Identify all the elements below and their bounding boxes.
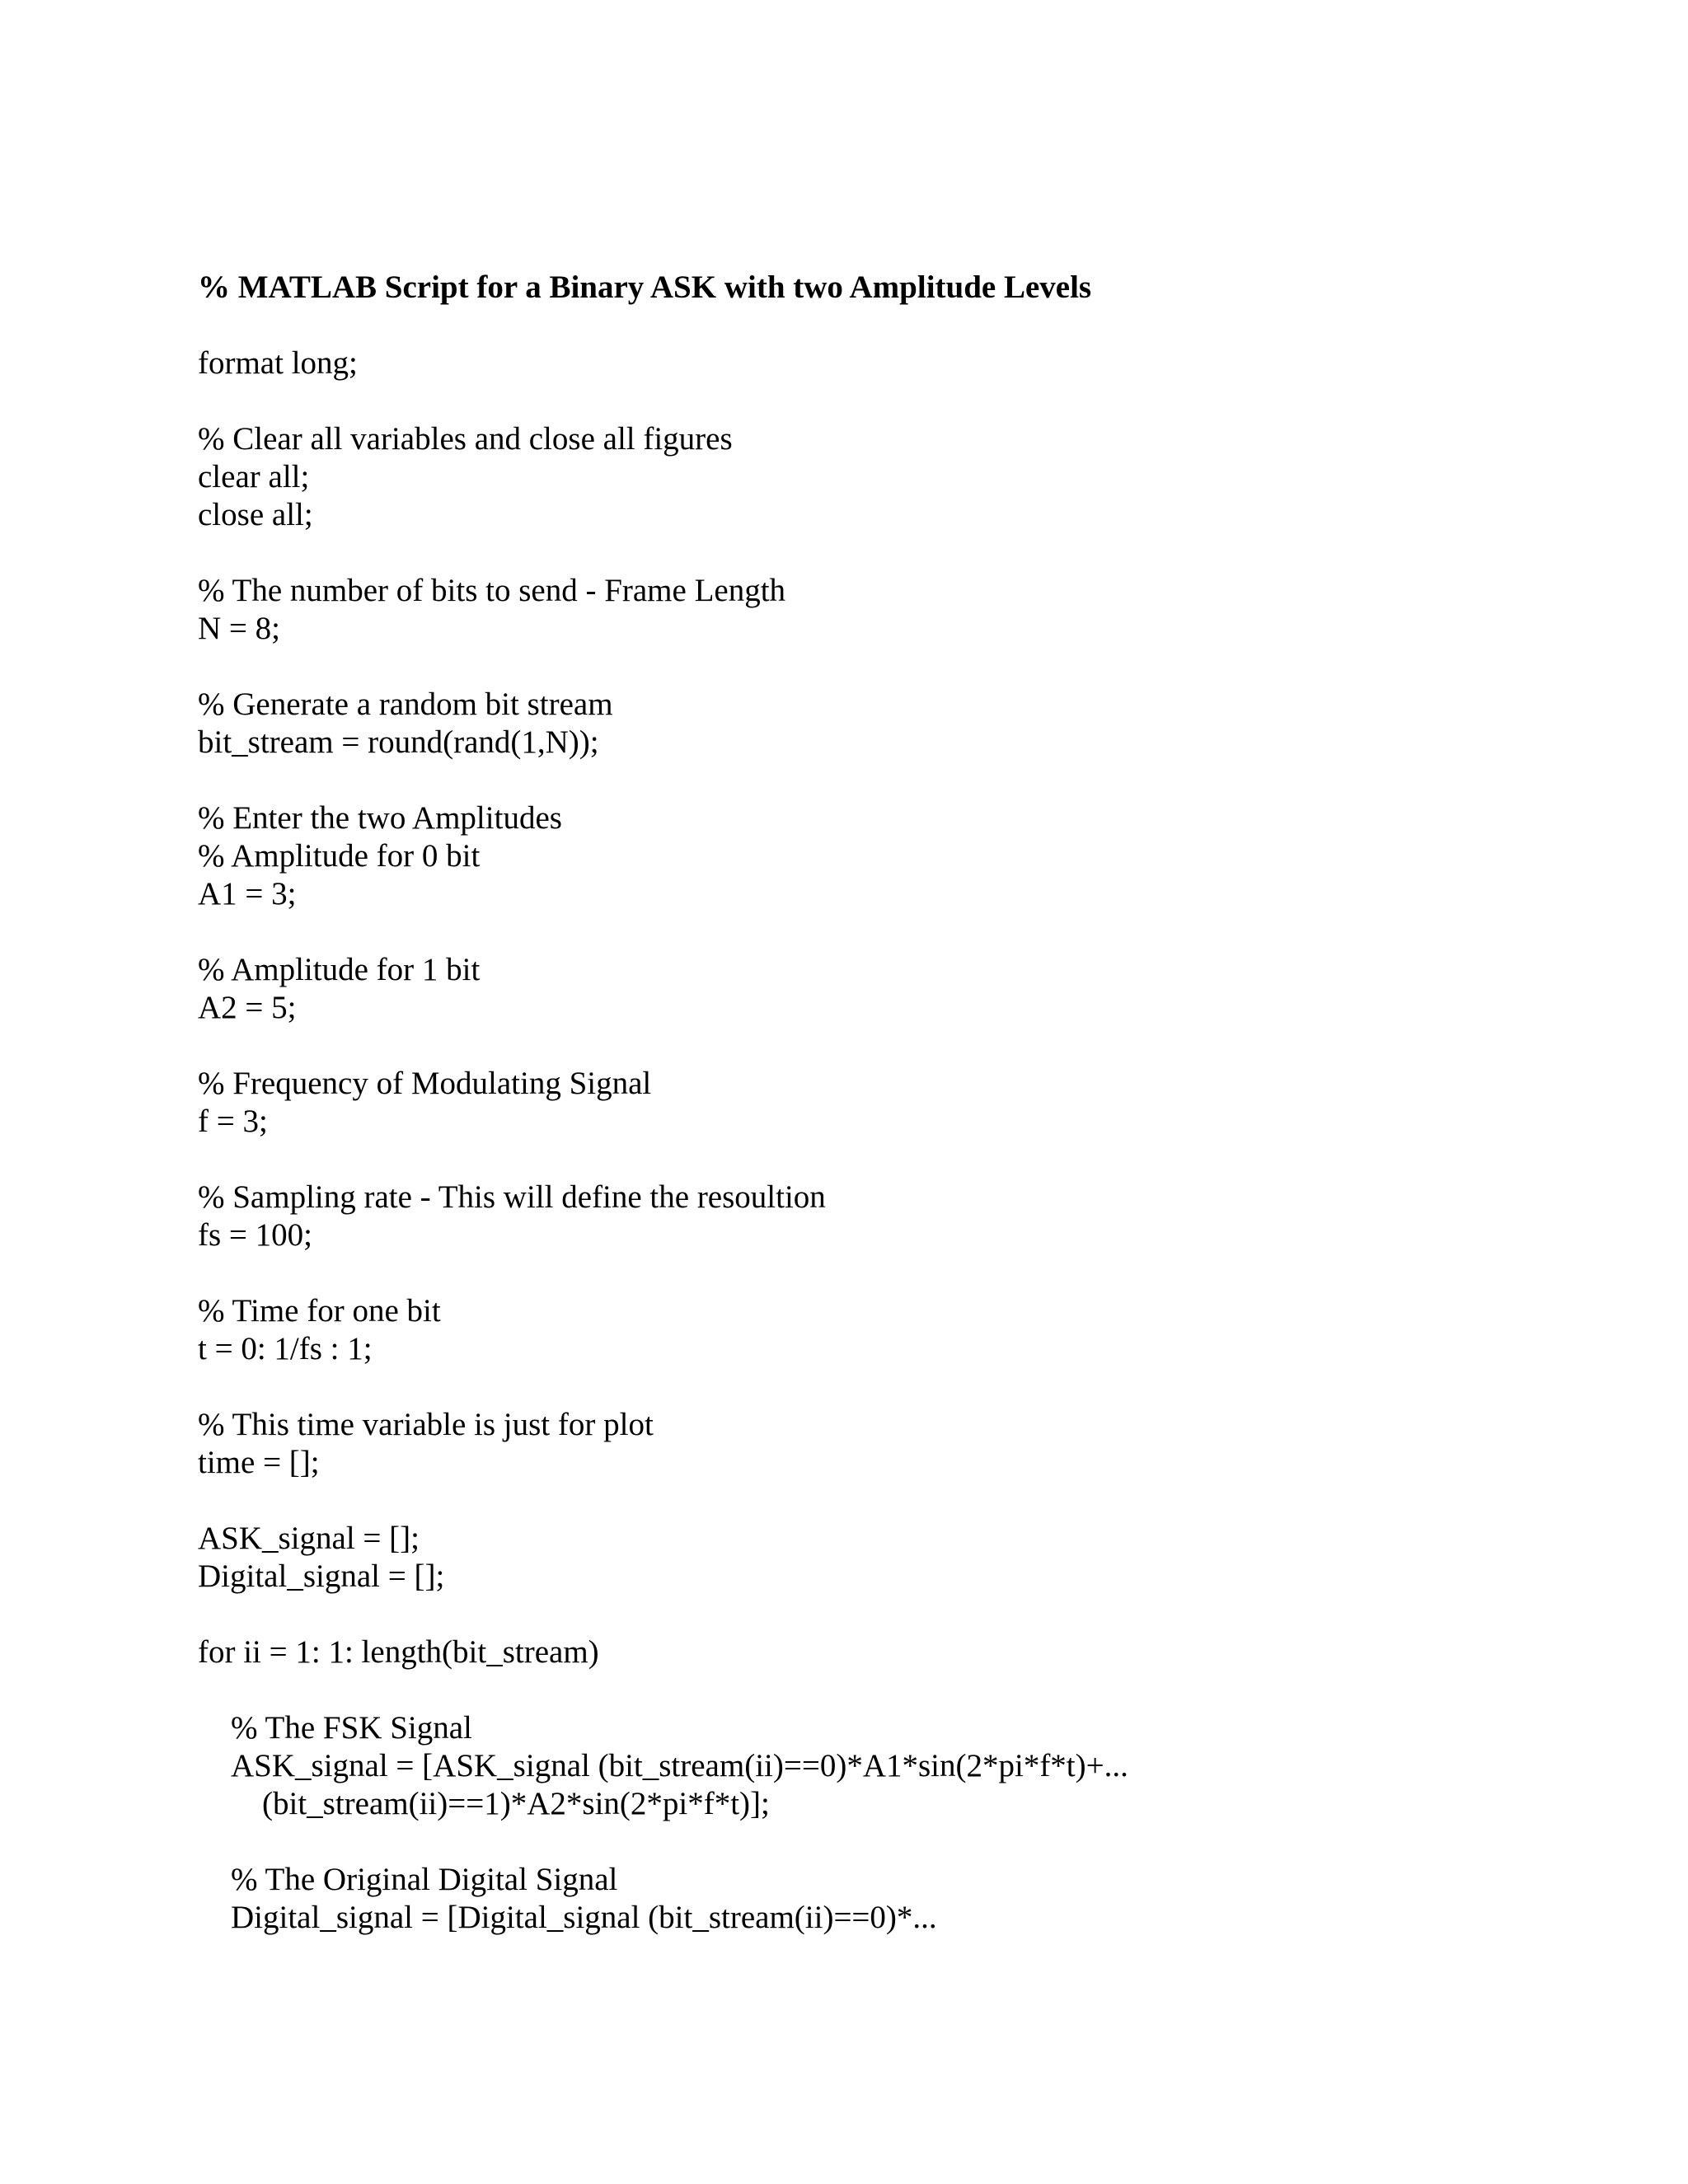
block-bit-stream: [198, 686, 1599, 762]
comment-line: % The FSK Signal: [231, 1710, 472, 1746]
code-line: A2 = 5;: [198, 990, 297, 1025]
comment-line: % Enter the two Amplitudes: [198, 800, 562, 836]
script-title: % MATLAB Script for a Binary ASK with two Amplitude Levels: [198, 269, 1092, 305]
block-frequency: [198, 1065, 1599, 1141]
block-signal-init: [198, 1520, 1599, 1596]
code-line: Digital_signal = [Digital_signal (bit_stream(ii)==0)*...: [231, 1900, 937, 1935]
code-line: fs = 100;: [198, 1217, 312, 1253]
code-line-continuation: (bit_stream(ii)==1)*A2*sin(2*pi*f*t)];: [262, 1786, 770, 1821]
code-line: Digital_signal = [];: [198, 1558, 445, 1594]
block-frame-length: [198, 572, 1599, 648]
code-line: A1 = 3;: [198, 876, 297, 912]
block-amplitude-0: [198, 799, 1599, 913]
code-listing: [198, 269, 1599, 1937]
comment-line: % Time for one bit: [198, 1293, 441, 1329]
comment-line: % Clear all variables and close all figures: [198, 421, 733, 457]
code-line: close all;: [198, 497, 313, 532]
code-line: for ii = 1: 1: length(bit_stream): [198, 1634, 599, 1670]
comment-line: % The number of bits to send - Frame Length: [198, 573, 786, 608]
comment-line: % Sampling rate - This will define the resoultion: [198, 1179, 826, 1215]
code-line: ASK_signal = [];: [198, 1521, 420, 1556]
block-ask-signal: [198, 1709, 1599, 1823]
block-time-plot: [198, 1406, 1599, 1482]
comment-line: % Amplitude for 1 bit: [198, 952, 481, 987]
comment-line: % This time variable is just for plot: [198, 1407, 654, 1442]
comment-line: % The Original Digital Signal: [231, 1862, 618, 1897]
block-time-one-bit: [198, 1292, 1599, 1368]
comment-line: % Generate a random bit stream: [198, 687, 613, 722]
comment-line: % Amplitude for 0 bit: [198, 838, 481, 874]
code-line: time = [];: [198, 1445, 320, 1480]
code-line: bit_stream = round(rand(1,N));: [198, 724, 599, 760]
block-format: [198, 344, 1599, 382]
code-line: f = 3;: [198, 1104, 268, 1139]
code-line: format long;: [198, 345, 358, 381]
code-line: ASK_signal = [ASK_signal (bit_stream(ii)==0)*A1*sin(2*pi*f*t)+...: [231, 1748, 1128, 1783]
code-line: t = 0: 1/fs : 1;: [198, 1331, 373, 1366]
comment-line: % Frequency of Modulating Signal: [198, 1066, 652, 1101]
code-line: N = 8;: [198, 611, 280, 646]
block-clear: [198, 420, 1599, 534]
block-for-loop: [198, 1633, 1599, 1671]
block-sampling-rate: [198, 1179, 1599, 1254]
code-line: clear all;: [198, 459, 310, 494]
block-amplitude-1: [198, 951, 1599, 1027]
block-digital-signal: [198, 1861, 1599, 1937]
